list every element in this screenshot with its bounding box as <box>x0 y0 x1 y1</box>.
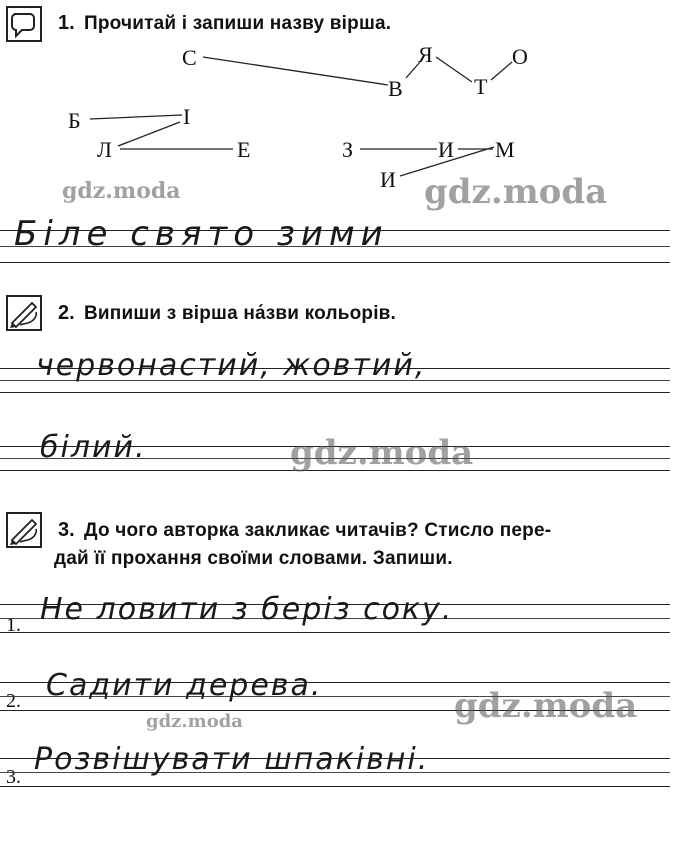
task-3-title-line-2: дай її прохання своїми словами. Запиши. <box>54 548 453 569</box>
writing-line <box>0 632 670 633</box>
puzzle-letter: З <box>342 137 354 162</box>
puzzle-letter: Т <box>474 74 488 99</box>
writing-line <box>0 392 670 393</box>
puzzle-letter: Б <box>68 108 81 133</box>
puzzle-connector-lines <box>0 0 680 200</box>
row-number: 1. <box>6 614 21 636</box>
answer-task-3-item-2: Садити дерева. <box>46 668 323 703</box>
writing-line <box>0 262 670 263</box>
watermark: gdz.moda <box>424 172 608 212</box>
answer-task-3-item-1: Не ловити з беріз соку. <box>40 592 454 627</box>
answer-task-1: Біле свято зими <box>14 214 389 254</box>
row-number: 3. <box>6 766 21 788</box>
answer-task-3-item-3: Розвішувати шпаківні. <box>34 742 430 777</box>
answer-task-2-line-1: червонастий, жовтий, <box>36 348 427 383</box>
puzzle-letter: В <box>388 76 403 101</box>
watermark: gdz.moda <box>454 686 638 726</box>
puzzle-letter: И <box>438 137 454 162</box>
task-3-title-line-1: До чого авторка закликає читачів? Стисло пере- <box>84 520 552 541</box>
task-2-number: 2. <box>58 302 75 324</box>
watermark: gdz.moda <box>146 711 243 732</box>
task-1-title: Прочитай і запиши назву вірша. <box>84 13 392 34</box>
puzzle-letter: Я <box>418 42 433 67</box>
answer-task-2-line-2: білий. <box>40 430 147 465</box>
task-2-title: Випиши з вірша на́зви кольорів. <box>84 303 397 324</box>
writing-line <box>0 786 670 787</box>
task-3-number: 3. <box>58 519 75 541</box>
puzzle-letter: Е <box>237 137 251 162</box>
task-1-number: 1. <box>58 12 75 34</box>
puzzle-letter: М <box>495 137 515 162</box>
puzzle-letter: С <box>182 45 197 70</box>
pencil-hand-icon <box>6 512 42 548</box>
puzzle-letter: И <box>380 167 396 192</box>
puzzle-letter: Л <box>97 137 112 162</box>
watermark: gdz.moda <box>290 433 474 473</box>
watermark: gdz.moda <box>62 178 181 204</box>
puzzle-letter: О <box>512 44 528 69</box>
pencil-hand-icon <box>6 295 42 331</box>
puzzle-letter: І <box>183 104 191 129</box>
row-number: 2. <box>6 690 21 712</box>
